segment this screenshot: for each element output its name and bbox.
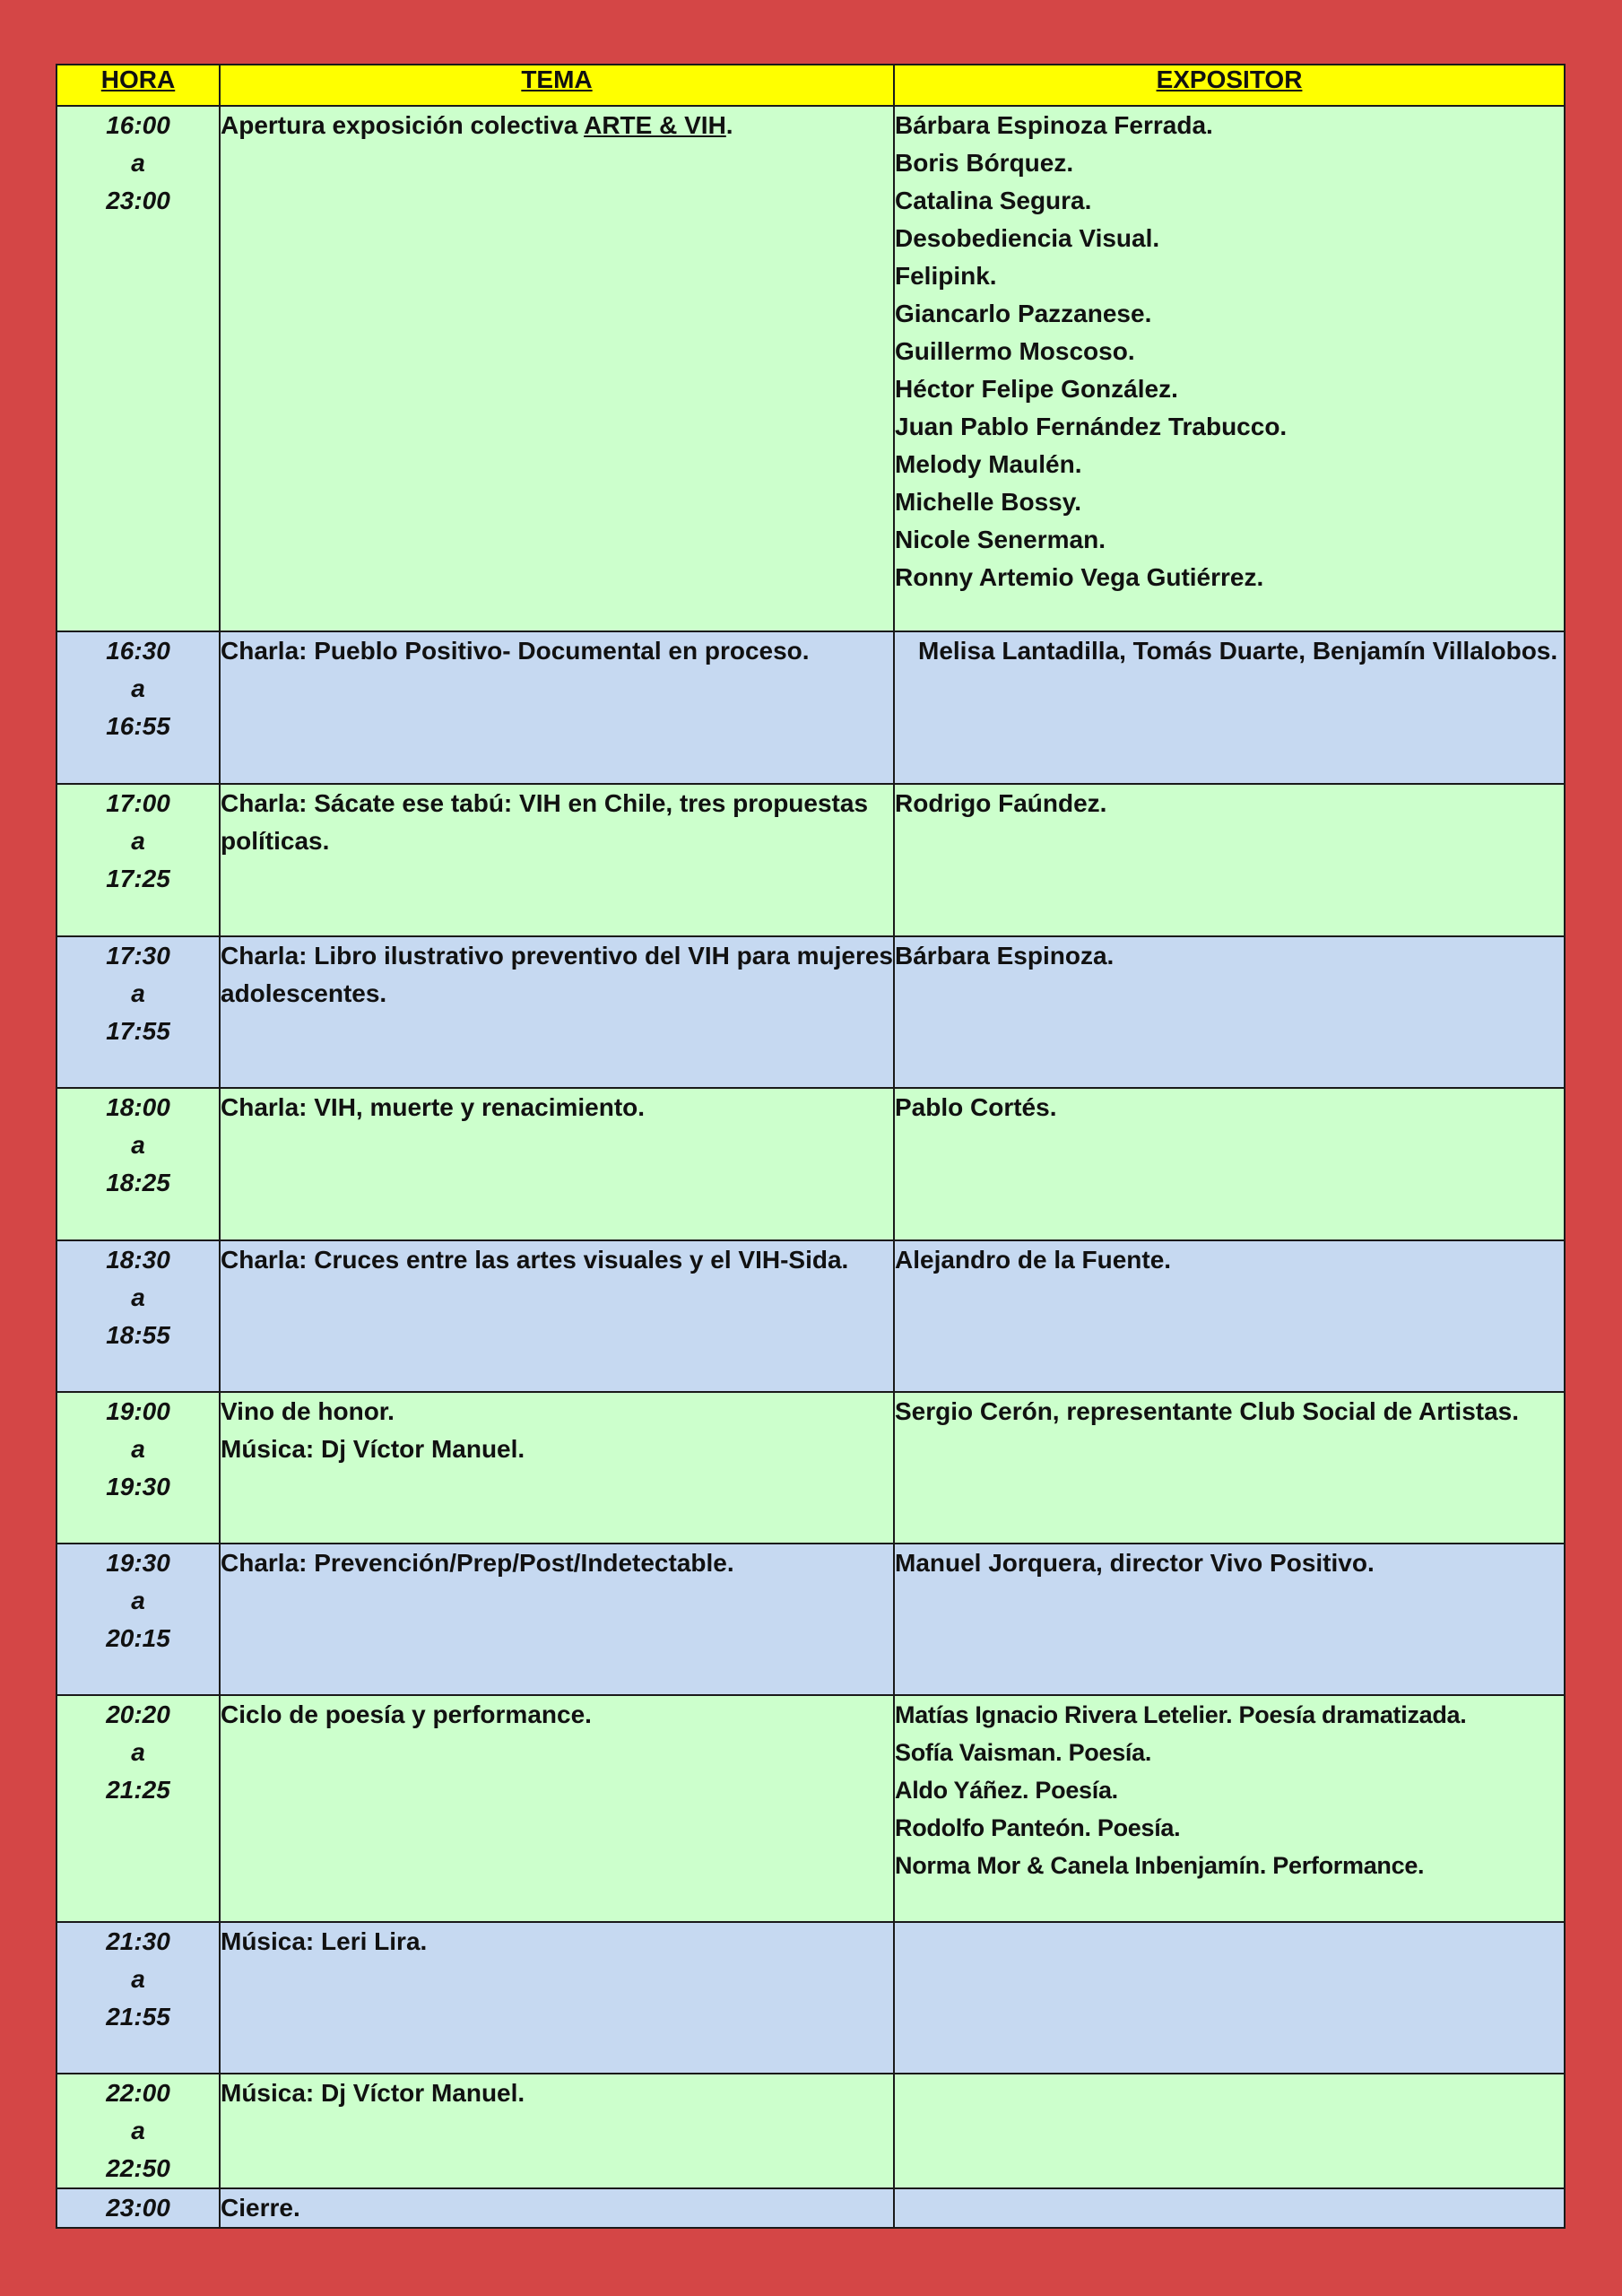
time-cell	[56, 1392, 220, 1544]
speaker-line: Juan Pablo Fernández Trabucco.	[895, 413, 1288, 440]
topic-prefix: Apertura exposición colectiva	[221, 111, 585, 139]
time-separator: a	[131, 979, 145, 1007]
topic-suffix: .	[725, 111, 733, 139]
time-cell	[56, 784, 220, 936]
table-row	[56, 1088, 1565, 1240]
time-cell	[56, 1544, 220, 1695]
time-end: 21:55	[106, 2003, 170, 2031]
speaker-line: Ronny Artemio Vega Gutiérrez.	[895, 563, 1264, 591]
topic-cell: Ciclo de poesía y performance.	[220, 1695, 894, 1922]
speaker-cell	[894, 1922, 1565, 2074]
speaker-line: Felipink.	[895, 262, 997, 290]
time-end: 21:25	[106, 1776, 170, 1804]
time-separator: a	[131, 1738, 145, 1766]
table-row	[56, 1240, 1565, 1392]
time-start: 21:30	[106, 1927, 170, 1955]
topic-line: Música: Dj Víctor Manuel.	[221, 1435, 525, 1463]
topic-cell: Charla: Sácate ese tabú: VIH en Chile, tres propuestas políticas.	[220, 784, 894, 936]
header-expositor: EXPOSITOR	[894, 65, 1565, 106]
topic-cell: Música: Leri Lira.	[220, 1922, 894, 2074]
table-row	[56, 784, 1565, 936]
speaker-line: Aldo Yáñez. Poesía.	[895, 1777, 1118, 1804]
time-start: 17:30	[106, 942, 170, 970]
speaker-cell	[894, 1695, 1565, 1922]
topic-cell	[220, 106, 894, 631]
speaker-cell: Bárbara Espinoza.	[894, 936, 1565, 1088]
time-end: 23:00	[106, 187, 170, 214]
speaker-cell: Manuel Jorquera, director Vivo Positivo.	[894, 1544, 1565, 1695]
time-separator: a	[131, 1435, 145, 1463]
topic-cell: Música: Dj Víctor Manuel.	[220, 2074, 894, 2188]
table-row	[56, 1544, 1565, 1695]
time-start: 19:30	[106, 1549, 170, 1577]
table-row	[56, 1922, 1565, 2074]
time-separator: a	[131, 1965, 145, 1993]
time-cell	[56, 1240, 220, 1392]
time-end: 18:25	[106, 1169, 170, 1196]
time-start: 20:20	[106, 1700, 170, 1728]
time-end: 17:25	[106, 865, 170, 892]
topic-cell: Charla: Libro ilustrativo preventivo del VIH para mujeres adolescentes.	[220, 936, 894, 1088]
time-separator: a	[131, 149, 145, 177]
speaker-line: Michelle Bossy.	[895, 488, 1082, 516]
speaker-line: Melody Maulén.	[895, 450, 1082, 478]
speaker-line: Boris Bórquez.	[895, 149, 1074, 177]
speaker-line: Sofía Vaisman. Poesía.	[895, 1739, 1152, 1766]
time-cell	[56, 936, 220, 1088]
speaker-cell: Pablo Cortés.	[894, 1088, 1565, 1240]
time-cell	[56, 1695, 220, 1922]
time-start: 22:00	[106, 2079, 170, 2107]
table-row	[56, 106, 1565, 631]
time-separator: a	[131, 1131, 145, 1159]
speaker-cell: Sergio Cerón, representante Club Social de Artistas.	[894, 1392, 1565, 1544]
time-start: 18:00	[106, 1093, 170, 1121]
time-cell	[56, 2074, 220, 2188]
speaker-cell	[894, 2188, 1565, 2228]
time-end: 19:30	[106, 1473, 170, 1500]
time-start: 23:00	[106, 2194, 170, 2222]
time-separator: a	[131, 827, 145, 855]
speaker-line: Giancarlo Pazzanese.	[895, 300, 1152, 327]
speaker-line: Nicole Senerman.	[895, 526, 1106, 553]
speaker-line: Norma Mor & Canela Inbenjamín. Performance.	[895, 1852, 1425, 1879]
time-separator: a	[131, 1587, 145, 1614]
topic-line: Vino de honor.	[221, 1397, 395, 1425]
time-start: 16:30	[106, 637, 170, 665]
table-row	[56, 2074, 1565, 2188]
topic-cell: Charla: Cruces entre las artes visuales y el VIH-Sida.	[220, 1240, 894, 1392]
time-start: 18:30	[106, 1246, 170, 1274]
topic-cell: Cierre.	[220, 2188, 894, 2228]
time-cell	[56, 106, 220, 631]
time-end: 17:55	[106, 1017, 170, 1045]
speaker-cell: Alejandro de la Fuente.	[894, 1240, 1565, 1392]
time-start: 16:00	[106, 111, 170, 139]
header-hora: HORA	[56, 65, 220, 106]
table-row	[56, 1392, 1565, 1544]
time-cell	[56, 631, 220, 784]
time-separator: a	[131, 674, 145, 702]
table-row	[56, 2188, 1565, 2228]
program-sheet	[56, 64, 1564, 2229]
speaker-cell	[894, 2074, 1565, 2188]
topic-cell: Charla: Prevención/Prep/Post/Indetectable.	[220, 1544, 894, 1695]
schedule-table	[56, 64, 1566, 2229]
speaker-line: Rodolfo Panteón. Poesía.	[895, 1814, 1181, 1841]
time-separator: a	[131, 2117, 145, 2144]
header-tema: TEMA	[220, 65, 894, 106]
topic-cell: Charla: VIH, muerte y renacimiento.	[220, 1088, 894, 1240]
time-cell	[56, 1922, 220, 2074]
time-end: 16:55	[106, 712, 170, 740]
topic-link-arte-vih[interactable]: ARTE & VIH	[584, 111, 726, 139]
topic-cell	[220, 1392, 894, 1544]
time-cell	[56, 2188, 220, 2228]
speaker-line: Guillermo Moscoso.	[895, 337, 1135, 365]
speaker-cell	[894, 106, 1565, 631]
table-row	[56, 631, 1565, 784]
time-end: 18:55	[106, 1321, 170, 1349]
table-header-row	[56, 65, 1565, 106]
time-start: 19:00	[106, 1397, 170, 1425]
speaker-line: Bárbara Espinoza Ferrada.	[895, 111, 1213, 139]
speaker-line: Desobediencia Visual.	[895, 224, 1160, 252]
topic-cell: Charla: Pueblo Positivo- Documental en proceso.	[220, 631, 894, 784]
speaker-line: Héctor Felipe González.	[895, 375, 1178, 403]
time-end: 22:50	[106, 2154, 170, 2182]
speaker-cell: Melisa Lantadilla, Tomás Duarte, Benjamín Villalobos.	[894, 631, 1565, 784]
speaker-line: Catalina Segura.	[895, 187, 1092, 214]
time-cell	[56, 1088, 220, 1240]
speaker-line: Matías Ignacio Rivera Letelier. Poesía dramatizada.	[895, 1701, 1467, 1728]
time-end: 20:15	[106, 1624, 170, 1652]
time-separator: a	[131, 1283, 145, 1311]
speaker-cell: Rodrigo Faúndez.	[894, 784, 1565, 936]
table-row	[56, 936, 1565, 1088]
table-row	[56, 1695, 1565, 1922]
time-start: 17:00	[106, 789, 170, 817]
